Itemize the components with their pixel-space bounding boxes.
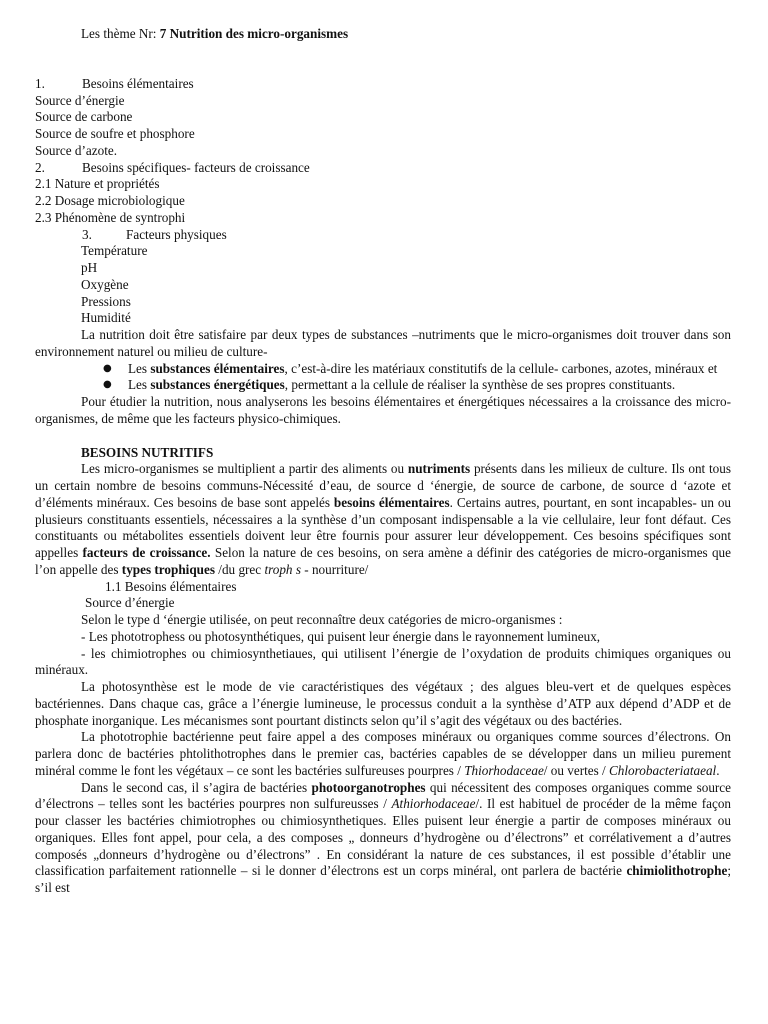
section-paragraph: Selon le type d ‘énergie utilisée, on peut reconnaître deux catégories de micro-organismes : xyxy=(81,612,563,627)
outline-subitem: 2.1 Nature et propriétés xyxy=(35,176,160,192)
spacer xyxy=(35,428,731,445)
outline-source: Source de soufre et phosphore xyxy=(35,126,195,141)
bullet-item: ● Les substances élémentaires, c’est-à-dire les matériaux constitutifs de la cellule- carbones, azotes, minéraux et xyxy=(103,360,718,376)
title-bold: 7 Nutrition des micro-organismes xyxy=(159,26,349,41)
outline-subitem: 2.3 Phénomène de syntrophi xyxy=(35,209,186,225)
section-paragraph: La photosynthèse est le mode de vie caractéristiques des végétaux ; des algues bleu-vert et de quelques espèces bactériennes. Dans chaque cas, grâce a l’énergie lumineuse, le processus conduit a la synthèse d’ATP aux dépend d’ADP et de phosphate inorganique. Les mécanismes sont pourtant distincts selon qu’il s’agit des végétaux ou des bactéries. xyxy=(35,679,731,728)
outline-physical: Oxygène xyxy=(81,276,129,292)
outline-source: Source d’azote. xyxy=(35,142,118,158)
outline-item-3: 3. Facteurs physiques xyxy=(82,226,227,242)
title-prefix: Les thème Nr: xyxy=(81,26,160,41)
outline-physical: Humidité xyxy=(81,310,131,326)
section-paragraph: Les micro-organismes se multiplient a partir des aliments ou nutriments présents dans les milieux de culture. Ils ont tous un certain nombre de besoins communs-Nécessité d’eau, de source d ‘énergie, de source de carbone, de source d ‘azote et d’éléments minéraux. Ces besoins de base sont appelés besoins élémentaires. Certains autres, pourtant, en sont incapables- un ou plusieurs constituants essentiels, nécessaires a la synthèse d’un composant indispensable a la vie cellulaire, leur font défaut. Ces constituants ou métabolites essentiels doivent leur être fournis pour assurer leur développement. Ces besoins spécifiques sont appelles facteurs de croissance. Selon la nature de ces besoins, on sera amène a définir des catégories de micro-organismes que l’on appelle des types trophiques /du grec troph s - nourriture/ xyxy=(35,461,732,577)
spacer xyxy=(35,43,731,76)
document-title xyxy=(35,26,731,43)
outline-subitem: 2.2 Dosage microbiologique xyxy=(35,193,185,208)
bullet-icon: ● xyxy=(103,379,112,391)
outline-item-1: 1. Besoins élémentaires xyxy=(35,75,194,91)
outline-physical: pH xyxy=(81,260,98,275)
outline-item-2: 2. Besoins spécifiques- facteurs de croissance xyxy=(35,159,310,175)
intro-paragraph: Pour étudier la nutrition, nous analyserons les besoins élémentaires et énergétiques nécessaires a la croissance des micro-organismes, de même que les facteurs physico-chimiques. xyxy=(35,394,731,426)
outline-physical: Température xyxy=(81,243,148,259)
section-heading: BESOINS NUTRITIFS xyxy=(81,444,214,460)
dash-item: - Les phototrophess ou photosynthétiques, qui puisent leur énergie dans le rayonnement lumineux, xyxy=(81,628,601,644)
section-paragraph: Dans le second cas, il s’agira de bactéries photoorganotrophes qui nécessitent des composes organiques comme source d’électrons – telles sont les bactéries pourpres non sulfureusses / Athiorhodaceae/. Il est habituel de procéder de la même façon pour classer les bactéries chimiotrophes ou chimiosynthetiques. Elles puisent leur énergie a partir de composes minéraux ou organiques. Elles font appel, pour cela, a des composes „ donneurs d’hydrogène ou d’électrons” et corrélativement a d’autres composés „donneurs d’hydrogène ou d’électrons” . En considérant la nature de ces substances, il est possible d’établir une classification parfaitement rationnelle – si le donner d’électrons est un corps minéral, ont parlera de bactérie chimiolithotrophe; s’il est xyxy=(35,779,732,895)
section-paragraph: La phototrophie bactérienne peut faire appel a des composes minéraux ou organiques comme sources d’électrons. On parlera donc de bactéries phtolithotrophes dans le premier cas, bactéries capables de se développer dans un milieu purement minéral comme le font les végétaux – ce sont les bactéries sulfureuses pourpres / Thiorhodaceae/ ou vertes / Chlorobacteriataeal. xyxy=(35,729,731,778)
dash-item: - les chimiotrophes ou chimiosynthetiaues, qui utilisent l’énergie de l’oxydation de produits chimiques organiques ou minéraux. xyxy=(35,645,731,678)
document-body xyxy=(35,26,731,897)
outline-source: Source d’énergie xyxy=(35,92,125,108)
intro-paragraph: La nutrition doit être satisfaire par deux types de substances –nutriments que le micro-organismes doit trouver dans son environnement naturel ou milieu de culture- xyxy=(35,327,731,359)
outline-physical: Pressions xyxy=(81,293,131,309)
outline-source: Source de carbone xyxy=(35,109,133,125)
bullet-item: ● Les substances énergétiques, permettant a la cellule de réaliser la synthèse de ses propres constituants. xyxy=(103,377,676,393)
subsection-source: Source d’énergie xyxy=(85,595,175,611)
bullet-icon: ● xyxy=(103,362,112,374)
subsection-title: 1.1 Besoins élémentaires xyxy=(105,578,237,594)
